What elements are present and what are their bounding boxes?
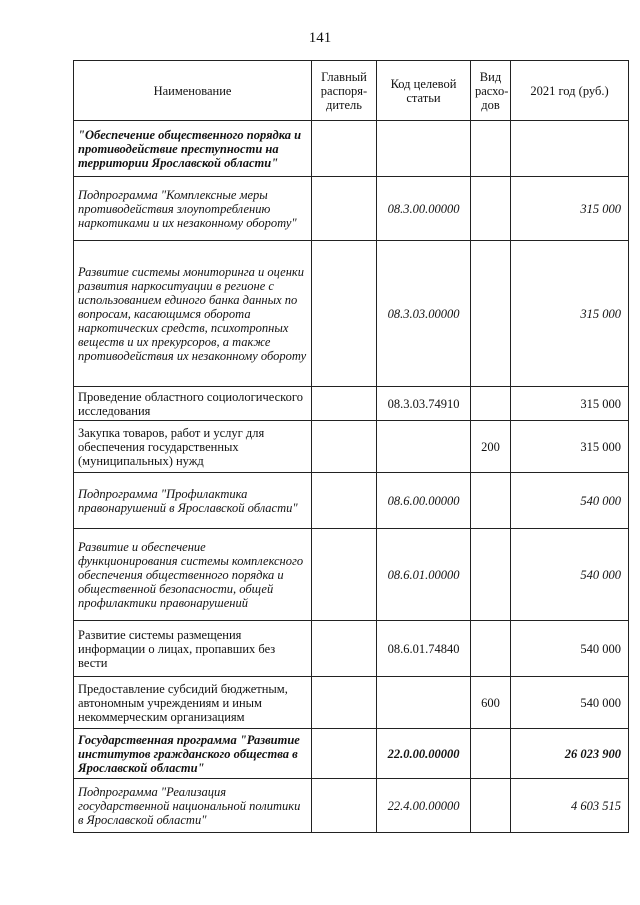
table-row bbox=[74, 241, 629, 387]
cell-code: 08.6.01.74840 bbox=[377, 621, 471, 677]
cell-code: 08.3.03.74910 bbox=[377, 387, 471, 421]
cell-code: 08.3.03.00000 bbox=[377, 241, 471, 387]
cell-chief bbox=[312, 779, 377, 833]
cell-amount: 540 000 bbox=[511, 677, 629, 729]
cell-amount: 540 000 bbox=[511, 529, 629, 621]
header-code: Код целевой статьи bbox=[377, 61, 471, 121]
cell-amount: 315 000 bbox=[511, 421, 629, 473]
cell-chief bbox=[312, 729, 377, 779]
table-row bbox=[74, 729, 629, 779]
cell-amount: 540 000 bbox=[511, 473, 629, 529]
cell-code bbox=[377, 677, 471, 729]
page-number: 141 bbox=[308, 30, 332, 46]
header-name: Наименование bbox=[74, 61, 312, 121]
cell-name: Проведение областного социологического исследования bbox=[74, 387, 312, 421]
cell-code bbox=[377, 121, 471, 177]
cell-code: 22.0.00.00000 bbox=[377, 729, 471, 779]
table-row bbox=[74, 421, 629, 473]
table-row bbox=[74, 621, 629, 677]
table-row bbox=[74, 473, 629, 529]
cell-code: 22.4.00.00000 bbox=[377, 779, 471, 833]
cell-name: Развитие системы мониторинга и оценки развития наркоситуации в регионе с использованием единого банка данных по вопросам, касающимся оборота наркотических средств, психотропных веществ и их прекурсоров, а также противодействия их незаконному обороту bbox=[74, 241, 312, 387]
table-row bbox=[74, 779, 629, 833]
budget-table bbox=[73, 60, 629, 833]
cell-chief bbox=[312, 621, 377, 677]
cell-amount: 540 000 bbox=[511, 621, 629, 677]
header-chief: Главный распоря-дитель bbox=[312, 61, 377, 121]
cell-vid bbox=[471, 121, 511, 177]
cell-vid bbox=[471, 177, 511, 241]
table-row bbox=[74, 121, 629, 177]
cell-name: "Обеспечение общественного порядка и противодействие преступности на территории Ярославской области" bbox=[74, 121, 312, 177]
cell-name: Подпрограмма "Профилактика правонарушений в Ярославской области" bbox=[74, 473, 312, 529]
cell-chief bbox=[312, 473, 377, 529]
cell-code: 08.3.00.00000 bbox=[377, 177, 471, 241]
cell-name: Подпрограмма "Комплексные меры противодействия злоупотреблению наркотиками и их незаконному обороту" bbox=[74, 177, 312, 241]
cell-vid bbox=[471, 241, 511, 387]
cell-amount: 26 023 900 bbox=[511, 729, 629, 779]
cell-name: Развитие и обеспечение функционирования системы комплексного обеспечения общественного порядка и общественной безопасности, общей профилактики правонарушений bbox=[74, 529, 312, 621]
cell-name: Закупка товаров, работ и услуг для обеспечения государственных (муниципальных) нужд bbox=[74, 421, 312, 473]
header-vid: Вид расхо-дов bbox=[471, 61, 511, 121]
cell-amount: 4 603 515 bbox=[511, 779, 629, 833]
table-body bbox=[74, 121, 629, 833]
cell-vid bbox=[471, 473, 511, 529]
cell-chief bbox=[312, 529, 377, 621]
cell-name: Государственная программа "Развитие институтов гражданского общества в Ярославской области" bbox=[74, 729, 312, 779]
cell-chief bbox=[312, 677, 377, 729]
cell-chief bbox=[312, 121, 377, 177]
cell-vid bbox=[471, 529, 511, 621]
cell-code: 08.6.00.00000 bbox=[377, 473, 471, 529]
cell-chief bbox=[312, 241, 377, 387]
table-header-row bbox=[74, 61, 629, 121]
table-row bbox=[74, 529, 629, 621]
cell-amount: 315 000 bbox=[511, 177, 629, 241]
cell-vid: 600 bbox=[471, 677, 511, 729]
cell-vid: 200 bbox=[471, 421, 511, 473]
header-amount: 2021 год (руб.) bbox=[511, 61, 629, 121]
cell-amount: 315 000 bbox=[511, 241, 629, 387]
table-row bbox=[74, 387, 629, 421]
table-row bbox=[74, 177, 629, 241]
cell-code: 08.6.01.00000 bbox=[377, 529, 471, 621]
cell-chief bbox=[312, 177, 377, 241]
cell-vid bbox=[471, 729, 511, 779]
cell-amount bbox=[511, 121, 629, 177]
cell-vid bbox=[471, 387, 511, 421]
cell-code bbox=[377, 421, 471, 473]
cell-vid bbox=[471, 779, 511, 833]
cell-vid bbox=[471, 621, 511, 677]
table-row bbox=[74, 677, 629, 729]
cell-chief bbox=[312, 387, 377, 421]
cell-chief bbox=[312, 421, 377, 473]
cell-name: Развитие системы размещения информации о лицах, пропавших без вести bbox=[74, 621, 312, 677]
cell-name: Подпрограмма "Реализация государственной национальной политики в Ярославской области" bbox=[74, 779, 312, 833]
cell-name: Предоставление субсидий бюджетным, автономным учреждениям и иным некоммерческим организациям bbox=[74, 677, 312, 729]
cell-amount: 315 000 bbox=[511, 387, 629, 421]
